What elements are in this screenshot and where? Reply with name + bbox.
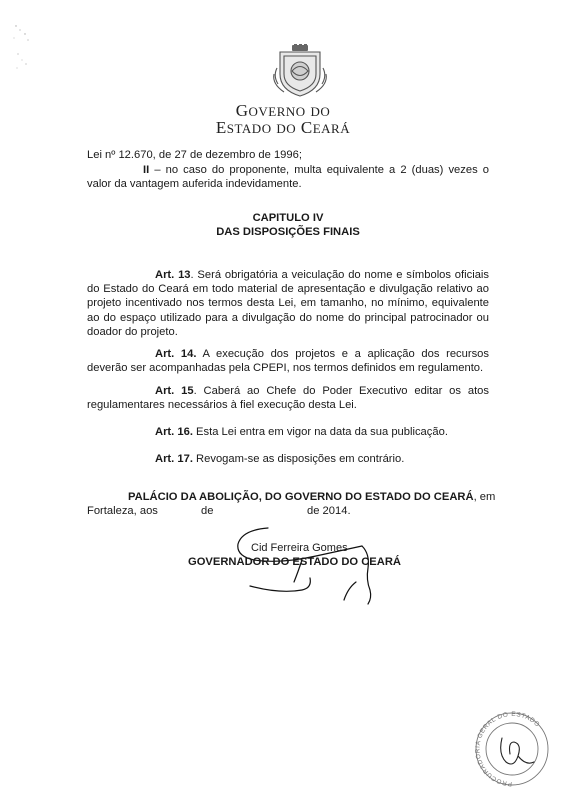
header-estado [180,118,386,138]
stamp-text: PROCURADORIA GERAL DO ESTADO [474,710,542,788]
article-label: Art. 14. [155,348,197,360]
lei-reference: Lei nº 12.670, de 27 de dezembro de 1996; [87,149,302,161]
header-governo-initial: G [235,101,249,120]
article-label: Art. 17. [155,453,193,465]
item-ii-text: – no caso do proponente, multa equivalente a 2 (duas) vezes o valor da vantagem auferida indevidamente. [87,164,489,191]
article-text: Esta Lei entra em vigor na data da sua publicação. [192,426,448,438]
article-label: Art. 15 [155,385,194,397]
closing-de-2: de 2014. [307,505,351,517]
header-ceara-initial: C [300,118,313,137]
header-estado-do: DO [276,121,297,136]
item-ii-paragraph [87,163,489,191]
article-text: Revogam-se as disposições em contrário. [192,453,405,465]
handwritten-signature [220,520,390,630]
signatory-title: GOVERNADOR DO ESTADO DO CEARÁ [188,556,401,568]
svg-text:PROCURADORIA GERAL DO ESTADO [474,711,541,787]
article-text: A execução dos projetos e a aplicação dos recursos deverão ser acompanhadas pela CPEPI, nos termos definidos em regulamento. [87,348,489,375]
article-15 [87,384,489,412]
scan-speckles [6,20,34,80]
item-ii-label: II [143,164,150,176]
header-governo-rest: OVERNO [248,104,306,119]
article-13 [87,268,489,339]
article-16 [87,425,489,439]
header-estado-rest: STADO [226,121,272,136]
article-text: . Será obrigatória a veiculação do nome e símbolos oficiais do Estado do Ceará em todo material de apresentação e divulgação relativo ao projeto incentivado nos termos desta Lei, em tamanho, no mínimo, equivalente ao do espaço utilizado para a divulgação do nome do principal patrocinador ou doador do projeto. [87,269,489,338]
article-label: Art. 13 [155,269,191,281]
closing-place-prefix: Fortaleza, aos [87,505,158,517]
closing-palace [128,491,495,503]
palace-name: PALÁCIO DA ABOLIÇÃO, DO GOVERNO DO ESTADO DO CEARÁ [128,491,474,503]
article-text: . Caberá ao Chefe do Poder Executivo editar os atos regulamentares necessários à fiel execução desta Lei. [87,385,489,412]
article-17 [87,452,489,466]
article-label: Art. 16. [155,426,193,438]
official-stamp-icon [470,710,554,788]
chapter-subtitle: DAS DISPOSIÇÕES FINAIS [216,226,360,238]
chapter-title: CAPITULO IV [252,212,324,224]
header-governo-do: DO [310,104,331,119]
coat-of-arms-icon [270,44,330,100]
article-14 [87,347,489,375]
signatory-name: Cid Ferreira Gomes [251,542,348,554]
header-estado-initial: E [215,118,227,137]
header-ceara-rest: EARÁ [312,121,351,136]
closing-de-1: de [201,505,214,517]
palace-suffix: , em [473,491,496,503]
